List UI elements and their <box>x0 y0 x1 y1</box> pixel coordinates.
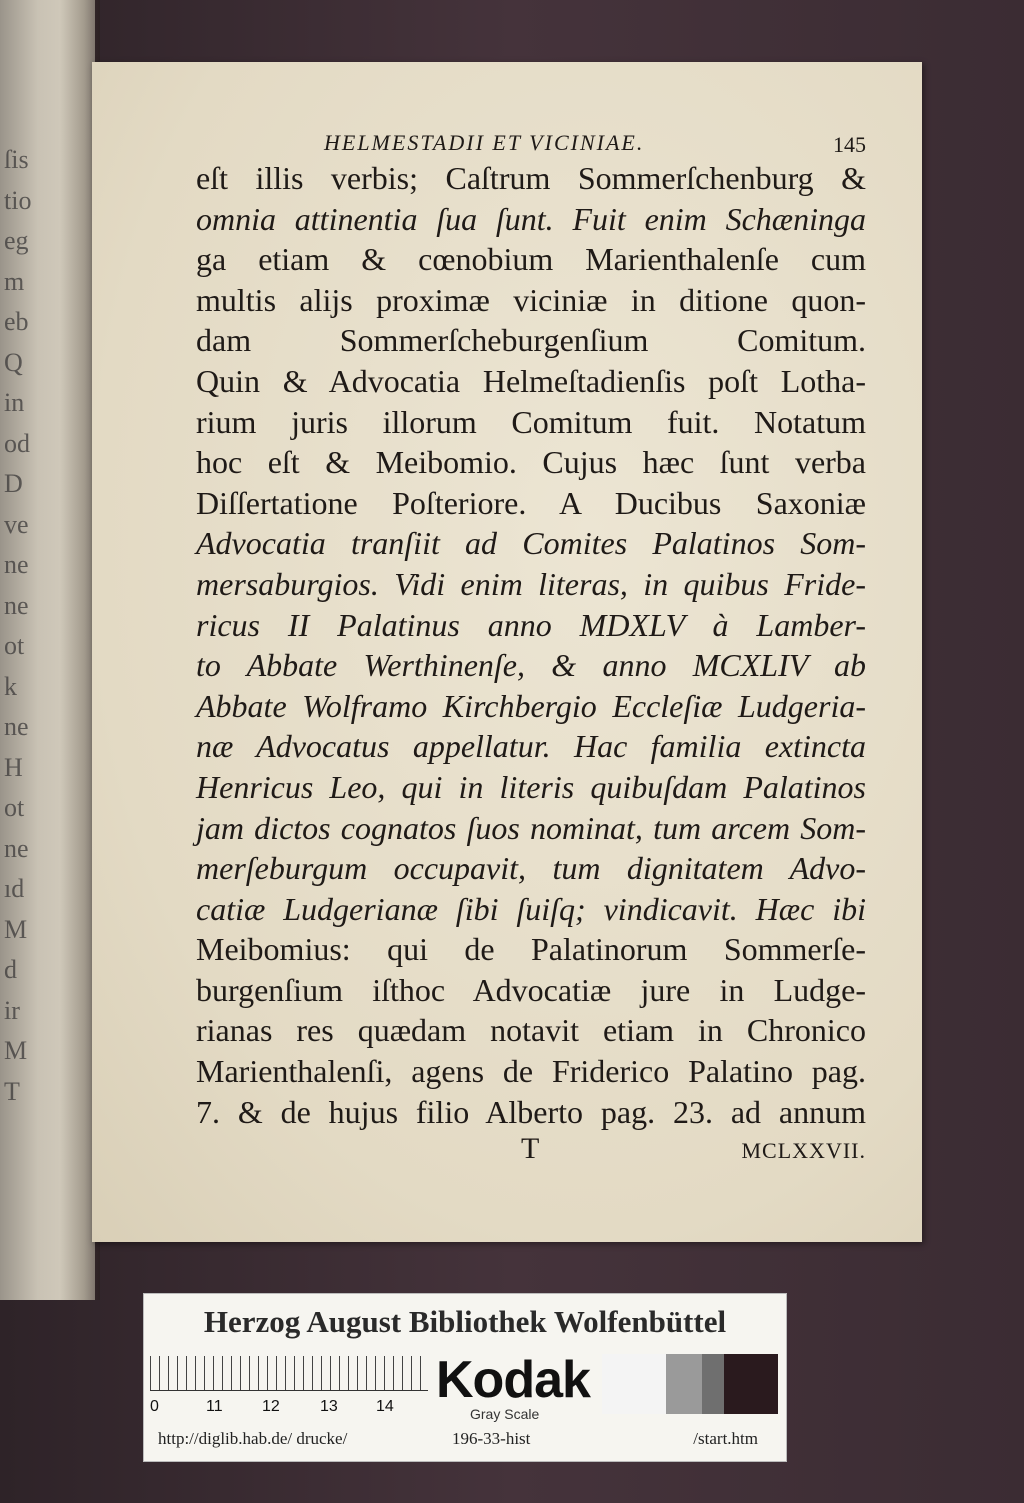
fragment-glyph: ıd <box>4 874 25 903</box>
text-line: Meibomius: qui de Palatinorum Sommerſe- <box>196 931 866 968</box>
fragment-glyph: ſis <box>4 145 29 174</box>
text-line: 7. & de hujus filio Alberto pag. 23. ad annum <box>196 1093 866 1130</box>
gray-patches <box>602 1354 778 1414</box>
body-text <box>196 158 866 1132</box>
ruler-number: 14 <box>376 1398 394 1415</box>
fragment-glyph: ne <box>4 712 29 741</box>
text-line: Diſſertatione Poſteriore. A Ducibus Saxoniæ <box>196 484 866 521</box>
text-line: ricus II Palatinus anno MDXLV à Lamber- <box>196 606 866 643</box>
fragment-glyph: H <box>4 752 23 782</box>
fragment-glyph: ir <box>4 995 20 1025</box>
text-line: Advocatia tranſiit ad Comites Palatinos Som- <box>196 525 866 562</box>
text-line: Quin & Advocatia Helmeſtadienſis poſt Lotha- <box>196 362 866 399</box>
text-line: catiæ Ludgerianæ ſibi ſuiſq; vindicavit. Hæc ibi <box>196 890 866 927</box>
fragment-glyph: in <box>4 388 25 417</box>
text-line: Henricus Leo, qui in literis quibuſdam Palatinos <box>196 768 866 805</box>
fragment-glyph: ot <box>4 631 25 660</box>
fragment-glyph: D <box>4 469 23 498</box>
gray-patch <box>724 1354 778 1414</box>
page-text-block <box>196 124 866 1172</box>
gray-patch <box>602 1354 666 1414</box>
text-line: ga etiam & cœnobium Marienthalenſe cum <box>196 241 866 278</box>
signature-mark: T <box>521 1132 540 1166</box>
ruler-number: 12 <box>262 1398 280 1415</box>
ruler-number: 11 <box>206 1398 223 1415</box>
previous-page-fragments <box>4 140 64 1112</box>
text-line: omnia attinentia ſua ſunt. Fuit enim Schæninga <box>196 200 866 237</box>
running-head-title: HELMESTADII ET VICINIAE. <box>324 130 645 155</box>
text-line: to Abbate Werthinenſe, & anno MCXLIV ab <box>196 647 866 684</box>
text-line: eſt illis verbis; Caſtrum Sommerſchenburg & <box>196 160 866 196</box>
fragment-glyph: M <box>4 914 28 944</box>
ruler-number: 0 <box>150 1398 159 1415</box>
kodak-logo: Kodak <box>436 1351 590 1409</box>
fragment-glyph: ot <box>4 793 25 822</box>
fragment-glyph: M <box>4 1036 28 1065</box>
fragment-glyph: T <box>4 1076 20 1106</box>
ruler-scale <box>150 1356 428 1391</box>
fragment-glyph: k <box>4 671 17 701</box>
fragment-glyph: eb <box>4 307 29 336</box>
page-number: 145 <box>833 132 866 157</box>
signature-row <box>196 1132 866 1172</box>
fragment-glyph: od <box>4 428 30 458</box>
fragment-glyph: eg <box>4 226 29 255</box>
text-line: dam Sommerſcheburgenſium Comitum. <box>196 322 866 359</box>
text-line: merſeburgum occupavit, tum dignitatem Advo- <box>196 850 866 887</box>
catchword: MCLXXVII. <box>741 1138 866 1164</box>
shelfmark: 196-33-hist <box>452 1429 531 1448</box>
gray-patch <box>666 1354 702 1414</box>
text-line: Abbate Wolframo Kirchbergio Eccleſiæ Ludgeria- <box>196 687 866 724</box>
text-line: næ Advocatus appellatur. Hac familia extincta <box>196 728 866 765</box>
source-url: http://diglib.hab.de/ drucke/ <box>158 1429 348 1448</box>
fragment-glyph: d <box>4 955 17 984</box>
gray-patch <box>702 1354 724 1414</box>
running-head <box>196 124 866 158</box>
fragment-glyph: tio <box>4 185 32 215</box>
fragment-glyph: ne <box>4 833 29 863</box>
fragment-glyph: m <box>4 266 25 296</box>
gray-scale-label: Gray Scale <box>470 1406 540 1422</box>
library-name: Herzog August Bibliothek Wolfenbüttel <box>203 1304 727 1339</box>
ruler-number: 13 <box>320 1398 338 1415</box>
text-line: burgenſium iſthoc Advocatiæ jure in Ludge- <box>196 971 866 1008</box>
fragment-glyph: ne <box>4 550 29 579</box>
fragment-glyph: ne <box>4 590 29 620</box>
fragment-glyph: Q <box>4 347 23 377</box>
book-page <box>92 62 922 1242</box>
start-link: /start.htm <box>693 1429 758 1448</box>
text-line: jam dictos cognatos ſuos nominat, tum arcem Som- <box>196 809 866 846</box>
text-line: hoc eſt & Meibomio. Cujus hæc ſunt verba <box>196 444 866 481</box>
text-line: Marienthalenſi, agens de Friderico Palatino pag. <box>196 1053 866 1090</box>
text-line: rianas res quædam notavit etiam in Chronico <box>196 1012 866 1049</box>
text-line: rium juris illorum Comitum fuit. Notatum <box>196 403 866 440</box>
text-line: multis alijs proximæ viciniæ in ditione quon- <box>196 281 866 318</box>
fragment-glyph: ve <box>4 509 29 539</box>
color-target-card <box>143 1293 787 1462</box>
text-line: mersaburgios. Vidi enim literas, in quibus Fride- <box>196 565 866 602</box>
